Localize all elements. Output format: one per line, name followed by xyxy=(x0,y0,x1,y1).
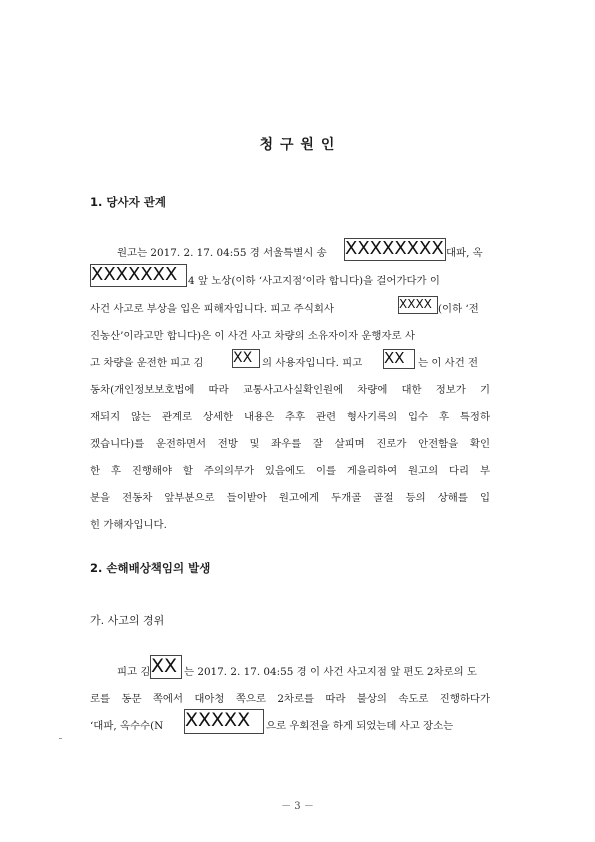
redaction-box: XXXXXXX xyxy=(90,264,187,287)
paragraph-line: 는 이 사건 전 xyxy=(418,357,479,369)
paragraph-line: 4 앞 노상(이하 ‘사고지점’이라 합니다)을 걸어가다가 이 xyxy=(188,275,440,287)
redaction-box: XXXXX xyxy=(184,709,264,734)
redaction-box: XXXXXXXX xyxy=(344,238,446,261)
section-heading-liability: 2. 손해배상책임의 발생 xyxy=(90,561,211,575)
redaction-box: XX xyxy=(232,349,260,368)
paragraph-line: 동차(개인정보보호법에 따라 교통사고사실확인원에 차량에 대한 정보가 기 xyxy=(90,384,490,396)
section-heading-parties: 1. 당사자 관계 xyxy=(90,195,166,209)
paragraph-line: 진농산’이라고만 합니다)은 이 사건 사고 차량의 소유자이자 운행자로 사 xyxy=(90,330,415,342)
paragraph-line: 피고 김 xyxy=(117,666,151,678)
paragraph-line: 고 차량을 운전한 피고 김 xyxy=(90,357,204,369)
paragraph-line: ‘대파, 옥수수(N xyxy=(90,720,164,732)
paragraph-line: (이하 ‘전 xyxy=(438,303,479,315)
redaction-box: XX xyxy=(383,349,415,369)
paragraph-line: 분을 전동차 앞부분으로 들이받아 원고에게 두개골 골절 등의 상해를 입 xyxy=(90,492,490,504)
redaction-box: XXXX xyxy=(398,296,438,314)
paragraph-line: 의 사용자입니다. 피고 xyxy=(262,357,363,369)
scan-mark xyxy=(59,738,62,739)
document-title: 청 구 원 인 xyxy=(259,137,336,153)
paragraph-line: 으로 우회전을 하게 되었는데 사고 장소는 xyxy=(266,720,454,732)
paragraph-line: 로를 동문 쪽에서 대아청 쪽으로 2차로를 따라 불상의 속도로 진행하다가 xyxy=(90,693,490,705)
redaction-box: XX xyxy=(150,655,182,679)
paragraph-line: 힌 가해자입니다. xyxy=(90,519,167,531)
page-number: － 3 － xyxy=(281,801,314,812)
paragraph-line: 대파, 옥 xyxy=(446,247,483,259)
paragraph-line: 한 후 진행해야 할 주의의무가 있음에도 이를 게을리하여 원고의 다리 부 xyxy=(90,465,490,477)
paragraph-line: 재되지 않는 관계로 상세한 내용은 추후 관련 형사기록의 입수 후 특정하 xyxy=(90,411,490,423)
paragraph-line: 원고는 2017. 2. 17. 04:55 경 서울특별시 송 xyxy=(117,247,327,259)
paragraph-line: 사건 사고로 부상을 입은 피해자입니다. 피고 주식회사 xyxy=(90,303,334,315)
paragraph-line: 는 2017. 2. 17. 04:55 경 이 사건 사고지점 앞 편도 2차로의 도 xyxy=(184,666,477,678)
subsection-heading-accident: 가. 사고의 경위 xyxy=(90,614,165,627)
paragraph-line: 겠습니다)를 운전하면서 전방 및 좌우를 잘 살피며 진로가 안전함을 확인 xyxy=(90,438,490,450)
